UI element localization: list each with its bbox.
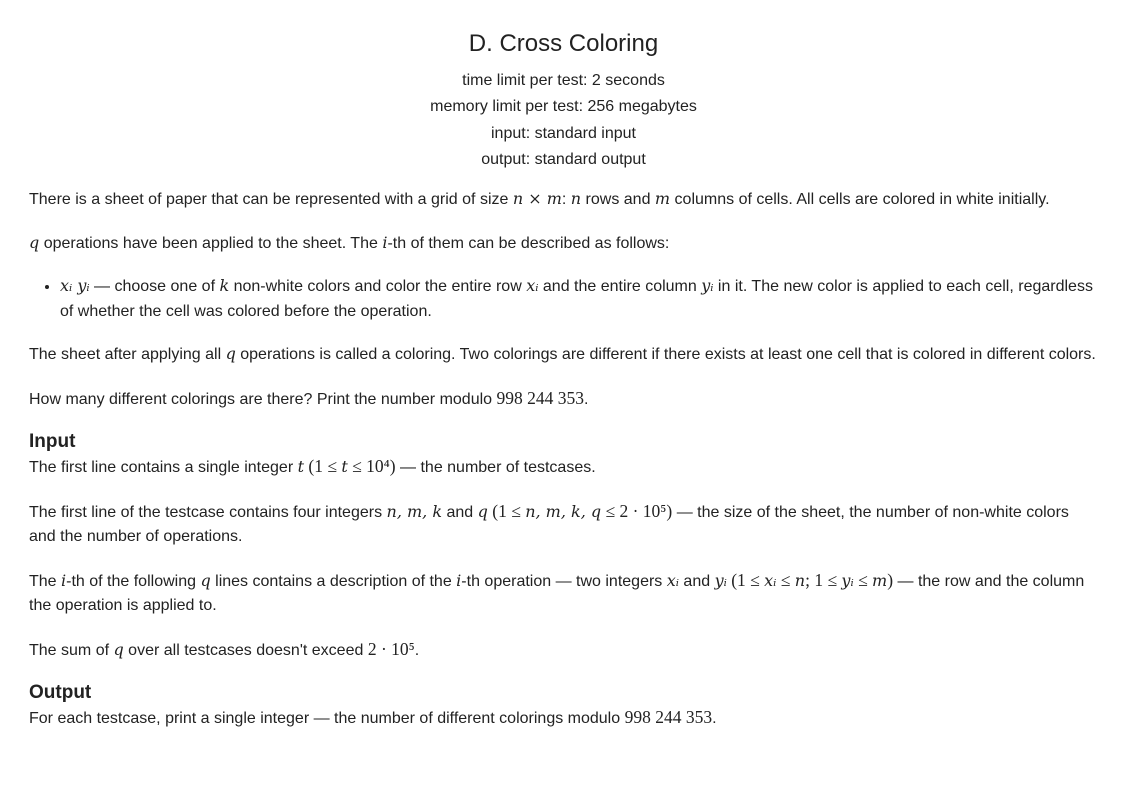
math-expression: i — [61, 570, 67, 590]
input-file: input: standard input — [491, 124, 636, 142]
text: -th of them can be described as follows: — [387, 234, 670, 252]
text: . — [414, 641, 420, 659]
paragraph — [29, 231, 1098, 257]
text: in it. The new color is applied to each cell, regardless of whether the cell was colored before the operation. — [60, 278, 1093, 320]
list-item — [60, 274, 1098, 324]
text: and the entire column — [538, 278, 702, 296]
text: rows and — [581, 191, 655, 209]
paragraph — [29, 705, 1098, 732]
math-expression: n, m, k, q — [525, 501, 602, 521]
time-limit: time limit per test: 2 seconds — [462, 72, 665, 89]
output-specification — [29, 681, 1098, 732]
math-expression: ≤ — [853, 569, 873, 590]
section-title: Input — [29, 431, 76, 453]
paragraph — [29, 454, 1098, 481]
text: and — [442, 503, 478, 521]
math-expression: q — [477, 501, 488, 521]
operation-list — [29, 274, 1098, 324]
memory-limit: memory limit per test: 256 megabytes — [430, 98, 697, 116]
math-expression: i — [382, 232, 388, 252]
text: . — [712, 710, 717, 728]
math-expression: t — [341, 457, 348, 477]
math-expression: ; 1 ≤ — [805, 569, 842, 590]
math-expression: 998 244 353 — [624, 707, 713, 728]
text: The sheet after applying all — [29, 346, 226, 364]
math-expression: yᵢ — [701, 276, 714, 296]
text: — the size of the sheet, the number of non-white colors and the number of operations. — [29, 503, 1069, 546]
text: The first line contains a single integer — [29, 459, 298, 477]
math-expression: q — [29, 232, 40, 252]
paragraph — [29, 499, 1098, 550]
math-expression: ≤ — [776, 569, 795, 590]
legend — [29, 187, 1098, 412]
math-expression: n — [794, 570, 806, 590]
math-expression: (1 ≤ — [304, 456, 342, 477]
text: — choose one of — [89, 278, 220, 296]
text: -th operation — two integers — [461, 572, 667, 590]
math-expression: (1 ≤ — [726, 569, 765, 590]
math-expression: xᵢ — [526, 276, 539, 296]
math-expression: xᵢ — [764, 570, 777, 590]
text: over all testcases doesn't exceed — [123, 641, 368, 659]
text: operations is called a coloring. Two colorings are different if there exists at least one cell that is colored in different colors. — [235, 346, 1096, 364]
text: For each testcase, print a single integer — the number of different colorings modulo — [29, 710, 625, 728]
text: lines contains a description of the — [210, 572, 457, 590]
text: How many different colorings are there? Print the number modulo — [29, 390, 497, 408]
text: . — [584, 390, 589, 408]
math-expression: (1 ≤ — [487, 500, 526, 521]
math-expression: q — [113, 639, 124, 659]
math-expression: k — [219, 276, 230, 296]
math-expression: yᵢ — [714, 570, 727, 590]
text: non-white colors and color the entire row — [229, 278, 527, 296]
text: There is a sheet of paper that can be represented with a grid of size — [29, 191, 513, 209]
text: and — [678, 572, 715, 590]
text: The — [29, 572, 62, 590]
math-expression: n — [570, 189, 582, 209]
text: The sum of — [29, 641, 114, 659]
text: columns of cells. All cells are colored in white initially. — [670, 191, 1050, 209]
text: operations have been applied to the sheet. The — [39, 234, 383, 252]
math-expression: xᵢ yᵢ — [60, 276, 90, 296]
paragraph — [29, 342, 1098, 368]
math-expression: n × m — [512, 189, 562, 209]
paragraph — [29, 187, 1098, 213]
math-expression: 998 244 353 — [496, 387, 584, 408]
text: -th of the following — [66, 572, 201, 590]
math-expression: m — [872, 570, 888, 590]
text: — the row and the column the operation is applied to. — [29, 572, 1085, 615]
math-expression: yᵢ — [841, 570, 854, 590]
math-expression: ≤ 2 · 10⁵) — [601, 500, 673, 521]
text: : — [561, 191, 571, 209]
paragraph — [29, 386, 1098, 413]
math-expression: i — [456, 570, 462, 590]
math-expression: m — [654, 189, 671, 209]
math-expression: ≤ 10⁴) — [347, 456, 396, 477]
math-expression: 2 · 10⁵ — [367, 638, 415, 659]
math-expression: n, m, k — [386, 501, 443, 521]
paragraph — [29, 568, 1098, 619]
text: The first line of the testcase contains four integers — [29, 503, 387, 521]
math-expression: q — [225, 344, 236, 364]
output-file: output: standard output — [481, 150, 646, 168]
section-title: Output — [29, 682, 92, 704]
problem-title: D. Cross Coloring — [468, 30, 659, 57]
math-expression: q — [200, 570, 211, 590]
math-expression: t — [297, 457, 305, 477]
math-expression: xᵢ — [666, 570, 679, 590]
paragraph — [29, 637, 1098, 664]
input-specification — [29, 430, 1098, 663]
text: — the number of testcases. — [395, 459, 596, 477]
math-expression: ) — [887, 569, 894, 590]
problem-header — [0, 0, 1127, 173]
